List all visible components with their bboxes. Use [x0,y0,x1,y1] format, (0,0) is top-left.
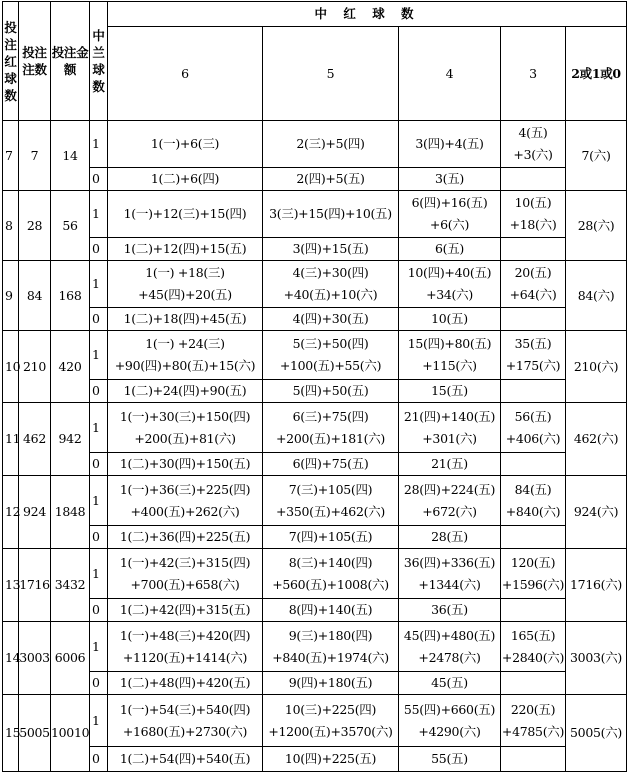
cell-hit-5: 4(四)+30(五) [263,308,399,331]
cell-hit-4: 3(五) [399,168,501,191]
cell-hit-4: 36(五) [399,599,501,622]
cell-hit-3 [501,261,566,308]
cell-bet-count: 7 [19,121,51,191]
cell-line: 7(三)+105(四) [288,481,373,497]
cell-hit-4 [399,331,501,380]
cell-hit-6 [108,121,263,168]
cell-line: 1(一) +18(三) [145,265,225,280]
cell-hit-5 [263,403,399,453]
cell-line: 6(三)+75(四) [292,408,369,424]
cell-line: +200(五)+81(六) [134,430,236,446]
cell-line: +34(六) [426,287,473,302]
cell-blue-hit-flag: 1 [90,549,108,599]
cell-bet-count: 5005 [19,695,51,772]
header-col-5: 5 [263,27,399,121]
table-row [3,261,627,308]
header-char: 注 [4,36,17,52]
header-col-3: 3 [501,27,566,121]
cell-hit-3 [501,121,566,168]
cell-line: +175(六) [505,358,561,373]
cell-line: 2(三)+5(四) [296,136,365,151]
cell-line: 1(一)+48(三)+420(四) [119,627,251,643]
cell-blue-hit-flag: 1 [90,191,108,238]
table-row [3,308,627,331]
cell-hit-4 [399,191,501,238]
cell-line: 1(一)+30(三)+150(四) [119,408,251,424]
cell-hit-4 [399,403,501,453]
cell-hit-5 [263,549,399,599]
cell-bet-amount: 942 [51,403,90,476]
cell-bet-count: 210 [19,331,51,403]
header-row-top [3,2,627,27]
cell-hit-4: 28(五) [399,526,501,549]
cell-blue-hit-flag: 1 [90,331,108,380]
cell-blue-hit-flag: 1 [90,695,108,747]
cell-line: 1(一)+12(三)+15(四) [123,206,247,221]
cell-blue-hit-flag: 0 [90,672,108,695]
cell-bet-count: 924 [19,476,51,549]
cell-line: +2478(六) [418,649,481,665]
cell-line: +90(四)+80(五)+15(六) [114,358,256,373]
cell-line: +115(六) [422,358,477,373]
cell-line: +400(五)+262(六) [130,503,240,519]
cell-hit-5 [263,191,399,238]
cell-hit-4 [399,476,501,526]
header-char: 中 [92,28,105,43]
cell-hit-5 [263,261,399,308]
cell-hit-6 [108,549,263,599]
cell-line: 1(一)+36(三)+225(四) [119,481,251,497]
cell-hit-6: 1(二)+30(四)+150(五) [108,453,263,476]
cell-line: 3(四)+4(五) [415,136,484,151]
cell-hit-3 [501,331,566,380]
cell-line: +3(六) [513,147,553,162]
cell-hit-5: 10(四)+225(五) [263,747,399,772]
cell-hit-3 [501,238,566,261]
cell-hit-4: 45(五) [399,672,501,695]
cell-hit-4 [399,261,501,308]
header-bet-amount: 投注金额 [51,2,90,121]
table-row [3,453,627,476]
cell-bet-count: 84 [19,261,51,331]
cell-line: 1(一) +24(三) [145,336,225,351]
cell-line: 15(四)+80(五) [407,336,492,351]
cell-line: 21(四)+140(五) [403,408,496,424]
cell-line: 1(一)+42(三)+315(四) [119,554,251,570]
cell-red-count: 14 [3,622,19,695]
cell-line: +700(五)+658(六) [130,576,240,592]
cell-line: 120(五) [510,554,556,570]
cell-hit-6 [108,695,263,747]
table-row [3,238,627,261]
header-col-4: 4 [399,27,501,121]
cell-hit-3 [501,380,566,403]
table-row [3,549,627,599]
cell-line: 10(三)+225(四) [284,701,377,717]
cell-hit-5: 9(四)+180(五) [263,672,399,695]
cell-bet-count: 28 [19,191,51,261]
cell-hit-2-1-0: 210(六) [566,331,627,403]
table-row [3,695,627,747]
cell-hit-5: 6(四)+75(五) [263,453,399,476]
cell-hit-6: 1(二)+42(四)+315(五) [108,599,263,622]
cell-line: +1680(五)+2730(六) [122,723,248,739]
cell-hit-6: 1(二)+12(四)+15(五) [108,238,263,261]
cell-hit-6: 1(二)+48(四)+420(五) [108,672,263,695]
cell-hit-6 [108,261,263,308]
header-char: 球 [4,70,17,86]
cell-hit-6 [108,476,263,526]
cell-line: +4785(六) [501,723,565,739]
cell-blue-hit-flag: 1 [90,476,108,526]
cell-bet-amount: 14 [51,121,90,191]
cell-hit-4: 21(五) [399,453,501,476]
cell-line: 28(四)+224(五) [403,481,496,497]
table-body [3,121,627,772]
cell-blue-hit-flag: 0 [90,747,108,772]
header-blue-ball-hit [90,2,108,121]
cell-hit-3 [501,476,566,526]
cell-line: 4(三)+30(四) [292,265,369,280]
cell-hit-4 [399,549,501,599]
cell-line: 20(五) [514,265,552,280]
cell-red-count: 9 [3,261,19,331]
cell-hit-2-1-0: 84(六) [566,261,627,331]
cell-hit-3 [501,622,566,672]
cell-line: 1(一)+6(三) [150,136,220,151]
cell-line: 3(三)+15(四)+10(五) [269,206,392,221]
header-bet-count: 投注注数 [19,2,51,121]
cell-blue-hit-flag: 0 [90,526,108,549]
table-row [3,526,627,549]
cell-line: +2840(六) [501,649,565,665]
cell-blue-hit-flag: 1 [90,261,108,308]
cell-hit-2-1-0: 3003(六) [566,622,627,695]
cell-hit-2-1-0: 462(六) [566,403,627,476]
header-char: 红 [4,53,17,69]
cell-hit-3 [501,549,566,599]
cell-red-count: 15 [3,695,19,772]
cell-line: +64(六) [509,287,557,302]
header-char: 兰 [92,45,105,60]
cell-blue-hit-flag: 0 [90,238,108,261]
table-row [3,622,627,672]
cell-hit-2-1-0: 924(六) [566,476,627,549]
cell-line: 84(五) [514,481,552,497]
cell-red-count: 10 [3,331,19,403]
cell-hit-6 [108,403,263,453]
header-red-ball-count [3,2,19,121]
cell-bet-count: 462 [19,403,51,476]
table-row [3,403,627,453]
table-row [3,380,627,403]
cell-bet-amount: 56 [51,191,90,261]
header-col-2-1-0: 2或1或0 [566,27,627,121]
cell-bet-amount: 3432 [51,549,90,622]
cell-bet-amount: 168 [51,261,90,331]
cell-hit-3 [501,168,566,191]
cell-bet-amount: 10010 [51,695,90,772]
cell-hit-4 [399,622,501,672]
cell-line: 35(五) [514,336,552,351]
cell-red-count: 12 [3,476,19,549]
cell-hit-6 [108,622,263,672]
header-char: 投 [4,19,17,35]
cell-blue-hit-flag: 0 [90,308,108,331]
cell-line: +350(五)+462(六) [276,503,385,519]
header-col-6: 6 [108,27,263,121]
cell-hit-4 [399,121,501,168]
cell-line: +6(六) [429,217,470,232]
cell-blue-hit-flag: 0 [90,599,108,622]
cell-line: +1200(五)+3570(六) [268,723,393,739]
cell-line: 55(四)+660(五) [403,701,496,717]
cell-hit-5: 8(四)+140(五) [263,599,399,622]
cell-blue-hit-flag: 0 [90,453,108,476]
cell-line: +1596(六) [501,576,565,592]
cell-blue-hit-flag: 1 [90,121,108,168]
cell-line: 9(三)+180(四) [288,627,373,643]
cell-line: +18(六) [509,217,557,232]
cell-hit-3 [501,191,566,238]
cell-line: 4(五) [518,125,548,140]
cell-bet-amount: 6006 [51,622,90,695]
cell-hit-4: 15(五) [399,380,501,403]
cell-line: 220(五) [510,701,556,717]
cell-hit-4: 6(五) [399,238,501,261]
cell-hit-4 [399,695,501,747]
cell-hit-5 [263,695,399,747]
cell-red-count: 8 [3,191,19,261]
table-row [3,168,627,191]
cell-line: 56(五) [514,408,552,424]
cell-hit-6: 1(二)+36(四)+225(五) [108,526,263,549]
cell-line: 10(五) [514,195,552,210]
cell-hit-5 [263,121,399,168]
cell-blue-hit-flag: 1 [90,622,108,672]
cell-line: +100(五)+55(六) [279,358,382,373]
cell-hit-3 [501,403,566,453]
cell-hit-3 [501,526,566,549]
cell-line: 1(一)+54(三)+540(四) [119,701,251,717]
cell-hit-6: 1(二)+24(四)+90(五) [108,380,263,403]
header-char: 球 [92,62,105,77]
cell-hit-5 [263,622,399,672]
cell-red-count: 13 [3,549,19,622]
table-row [3,121,627,168]
cell-line: +672(六) [422,503,477,519]
cell-line: 6(四)+16(五) [411,195,488,210]
cell-line: +1120(五)+1414(六) [122,649,248,665]
cell-hit-6 [108,191,263,238]
cell-line: +560(五)+1008(六) [272,576,389,592]
cell-line: 165(五) [510,627,556,643]
cell-hit-5: 5(四)+50(五) [263,380,399,403]
cell-line: +840(五)+1974(六) [272,649,389,665]
cell-hit-3 [501,747,566,772]
cell-line: 10(四)+40(五) [407,265,492,280]
cell-line: 45(四)+480(五) [403,627,496,643]
cell-hit-3 [501,695,566,747]
cell-line: 8(三)+140(四) [288,554,373,570]
cell-hit-3 [501,599,566,622]
header-char: 数 [92,79,105,94]
cell-hit-4: 10(五) [399,308,501,331]
cell-hit-5 [263,476,399,526]
cell-blue-hit-flag: 1 [90,403,108,453]
table-row [3,191,627,238]
cell-line: +1344(六) [418,576,481,592]
cell-line: 5(三)+50(四) [292,336,369,351]
cell-hit-5: 7(四)+105(五) [263,526,399,549]
cell-red-count: 7 [3,121,19,191]
cell-bet-count: 1716 [19,549,51,622]
header-char: 数 [4,87,17,103]
cell-line: +4290(六) [418,723,481,739]
header-hit-red-balls: 中 红 球 数 [108,2,627,27]
cell-hit-3 [501,308,566,331]
cell-hit-5 [263,331,399,380]
cell-hit-6 [108,331,263,380]
cell-blue-hit-flag: 0 [90,380,108,403]
cell-hit-3 [501,453,566,476]
cell-line: 36(四)+336(五) [403,554,496,570]
cell-hit-4: 55(五) [399,747,501,772]
cell-red-count: 11 [3,403,19,476]
cell-hit-6: 1(二)+6(四) [108,168,263,191]
cell-hit-5: 2(四)+5(五) [263,168,399,191]
cell-hit-3 [501,672,566,695]
prize-combination-table [2,1,627,772]
table-row [3,331,627,380]
cell-blue-hit-flag: 0 [90,168,108,191]
cell-bet-amount: 1848 [51,476,90,549]
cell-bet-count: 3003 [19,622,51,695]
cell-hit-2-1-0: 5005(六) [566,695,627,772]
cell-line: +406(六) [505,430,561,446]
cell-hit-6: 1(二)+54(四)+540(五) [108,747,263,772]
cell-bet-amount: 420 [51,331,90,403]
table-row [3,747,627,772]
table-row [3,672,627,695]
table-row [3,476,627,526]
cell-hit-5: 3(四)+15(五) [263,238,399,261]
table-row [3,599,627,622]
cell-hit-2-1-0: 28(六) [566,191,627,261]
cell-hit-6: 1(二)+18(四)+45(五) [108,308,263,331]
cell-line: +840(六) [505,503,561,519]
cell-line: +40(五)+10(六) [283,287,378,302]
cell-hit-2-1-0: 1716(六) [566,549,627,622]
cell-hit-2-1-0: 7(六) [566,121,627,191]
cell-line: +301(六) [422,430,477,446]
cell-line: +200(五)+181(六) [276,430,385,446]
cell-line: +45(四)+20(五) [138,287,232,302]
